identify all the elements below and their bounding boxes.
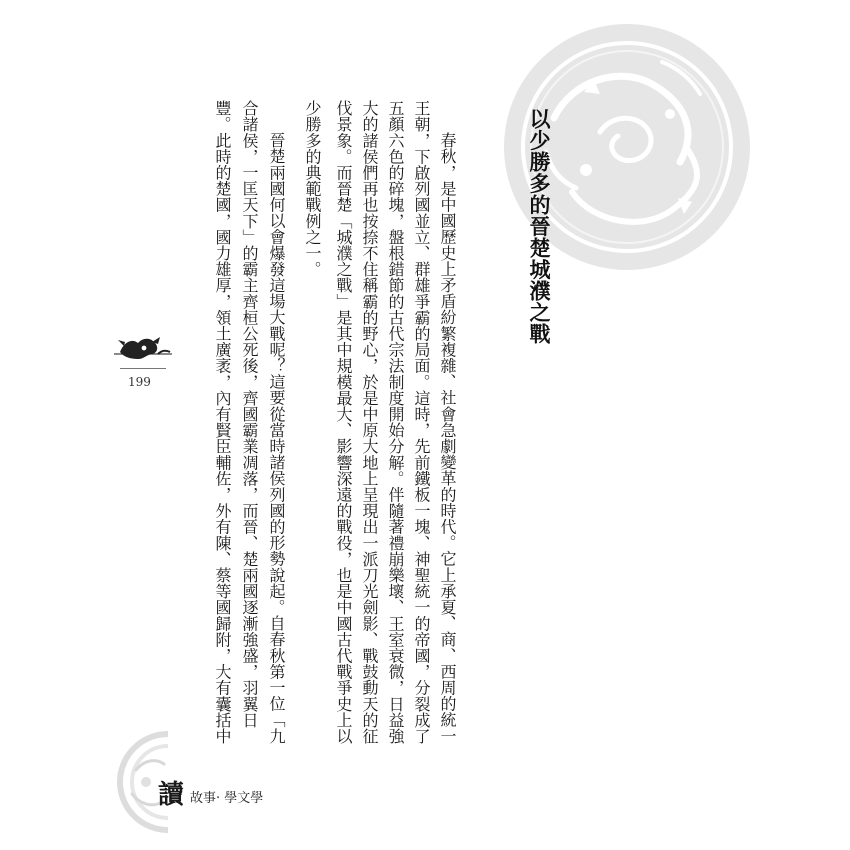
series-glyph: 讀 [158,780,185,810]
text-column: 五顏六色的碎塊，盤根錯節的古代宗法制度開始分解。伴隨著禮崩樂壞、王室衰微，日益強 [386,100,405,744]
text-column: 豐。此時的楚國，國力雄厚，領土廣袤，內有賢臣輔佐，外有陳、蔡等國歸附，大有囊括中 [213,100,232,744]
text-column: 王朝，下啟列國並立、群雄爭霸的局面。這時，先前鐵板一塊、神聖統一的帝國，分裂成了 [412,100,431,744]
dragon-icon [114,334,172,364]
text-column: 合諸侯，一匡天下」的霸主齊桓公死後，齊國霸業凋落，而晉、楚兩國逐漸強盛，羽翼日 [240,100,259,728]
page-number: 199 [128,375,151,389]
text-column: 大的諸侯們再也按捺不住稱霸的野心，於是中原大地上呈現出一派刀光劍影、戰鼓動天的征 [360,100,379,744]
chapter-title: 以少勝多的晉楚城濮之戰 [527,108,551,345]
text-column: 晉楚兩國何以會爆發這場大戰呢？這要從當時諸侯列國的形勢說起。自春秋第一位「九 [267,132,286,744]
series-name: 故事· 學文學 [190,791,264,806]
margin-rule [120,368,166,369]
text-column: 伐景象。而晉楚「城濮之戰」是其中規模最大、影響深遠的戰役，也是中國古代戰爭史上以 [334,100,353,744]
text-column: 春秋，是中國歷史上矛盾紛繁複雜、社會急劇變革的時代。它上承夏、商、西周的統一 [438,132,457,744]
text-column: 少勝多的典範戰例之一。 [303,100,322,278]
